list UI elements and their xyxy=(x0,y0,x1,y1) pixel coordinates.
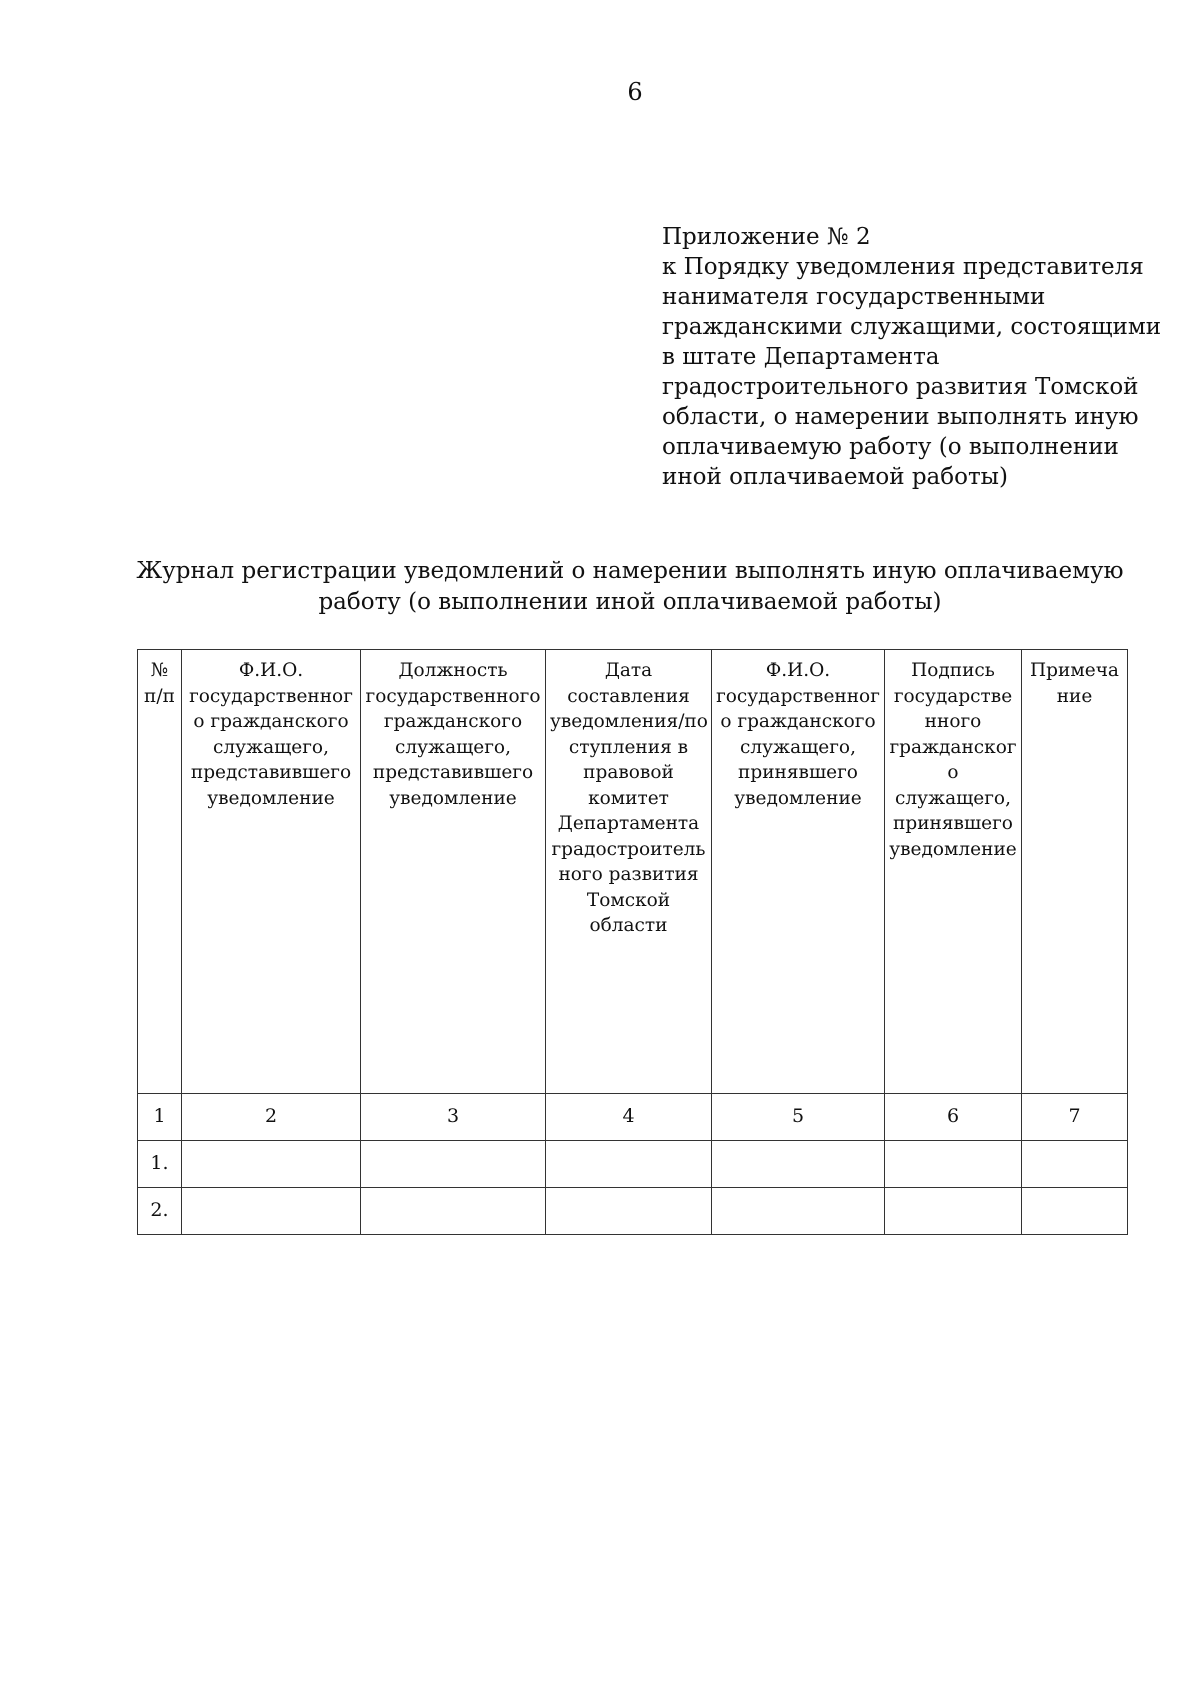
journal-table xyxy=(137,649,1128,1235)
column-header-note xyxy=(1022,650,1128,1094)
appendix-line: оплачиваемую работу (о выполнении xyxy=(662,434,1119,460)
appendix-line: нанимателя государственными xyxy=(662,284,1046,310)
header-line: Ф.И.О. xyxy=(238,660,304,681)
header-line: ние xyxy=(1056,685,1093,707)
journal-title-line: работу (о выполнении иной оплачиваемой работы) xyxy=(318,589,942,615)
column-header-number xyxy=(138,650,182,1094)
header-line: Примеча xyxy=(1030,660,1119,681)
header-line: о xyxy=(947,762,959,783)
column-number: 5 xyxy=(712,1094,885,1141)
header-line: о гражданского xyxy=(193,711,349,732)
header-line: Подпись xyxy=(911,660,995,681)
row-number: 1. xyxy=(138,1141,182,1188)
table-row xyxy=(138,1141,1128,1188)
table-row xyxy=(138,1188,1128,1235)
header-line: государстве xyxy=(893,685,1013,707)
header-line: области xyxy=(589,915,668,936)
header-line: служащего, xyxy=(895,787,1011,809)
table-cell xyxy=(361,1188,546,1235)
column-header-submitter-name xyxy=(182,650,361,1094)
table-cell xyxy=(885,1188,1022,1235)
header-line: о гражданского xyxy=(720,711,876,732)
appendix-line: области, о намерении выполнять иную xyxy=(662,404,1139,430)
table-cell xyxy=(712,1188,885,1235)
journal-title-line: Журнал регистрации уведомлений о намерении выполнять иную оплачиваемую xyxy=(136,558,1124,584)
header-line: служащего, xyxy=(213,736,329,758)
table-cell xyxy=(182,1141,361,1188)
column-header-receiver-signature xyxy=(885,650,1022,1094)
header-line: представившего xyxy=(372,762,534,783)
header-line: составления xyxy=(567,685,690,707)
table-cell xyxy=(546,1141,712,1188)
header-line: правовой xyxy=(583,762,674,783)
column-header-receiver-name xyxy=(712,650,885,1094)
table-cell xyxy=(546,1188,712,1235)
header-line: уведомление xyxy=(889,838,1017,860)
header-line: служащего, xyxy=(395,736,511,758)
column-number: 7 xyxy=(1022,1094,1128,1141)
header-line: уведомление xyxy=(207,787,335,809)
header-line: представившего xyxy=(190,762,352,783)
header-line: принявшего xyxy=(738,762,858,783)
header-line: комитет xyxy=(588,787,669,809)
column-number-row xyxy=(138,1094,1128,1141)
row-number: 2. xyxy=(138,1188,182,1235)
header-line: нного xyxy=(924,711,982,732)
header-line: уведомления/по xyxy=(550,711,708,732)
table-cell xyxy=(1022,1188,1128,1235)
column-number: 6 xyxy=(885,1094,1022,1141)
table-cell xyxy=(712,1141,885,1188)
table-cell xyxy=(885,1141,1022,1188)
header-line: п/п xyxy=(144,685,175,707)
table-cell xyxy=(182,1188,361,1235)
column-header-date xyxy=(546,650,712,1094)
header-line: государственног xyxy=(189,685,353,707)
journal-title xyxy=(120,556,1140,618)
header-line: уведомление xyxy=(734,787,862,809)
header-line: гражданског xyxy=(889,736,1017,758)
column-number: 4 xyxy=(546,1094,712,1141)
header-line: гражданского xyxy=(383,711,523,732)
column-number: 2 xyxy=(182,1094,361,1141)
column-header-submitter-position xyxy=(361,650,546,1094)
page-number: 6 xyxy=(627,78,643,106)
appendix-line: иной оплачиваемой работы) xyxy=(662,464,1008,490)
header-line: государственног xyxy=(716,685,880,707)
appendix-line: к Порядку уведомления представителя xyxy=(662,254,1144,280)
header-line: принявшего xyxy=(893,813,1013,834)
appendix-line: гражданскими служащими, состоящими xyxy=(662,314,1162,340)
header-line: Томской xyxy=(586,889,671,911)
appendix-line: в штате Департамента xyxy=(662,344,940,370)
table-cell xyxy=(361,1141,546,1188)
table-cell xyxy=(1022,1141,1128,1188)
header-line: служащего, xyxy=(740,736,856,758)
appendix-caption xyxy=(662,222,1162,492)
header-row xyxy=(138,650,1128,1094)
header-line: уведомление xyxy=(389,787,517,809)
header-line: градостроитель xyxy=(551,838,706,860)
header-line: Ф.И.О. xyxy=(765,660,831,681)
header-line: ступления в xyxy=(568,736,689,758)
appendix-line: Приложение № 2 xyxy=(662,224,871,250)
appendix-line: градостроительного развития Томской xyxy=(662,374,1139,400)
header-line: Департамента xyxy=(557,813,700,834)
header-line: Дата xyxy=(604,660,653,681)
column-number: 1 xyxy=(138,1094,182,1141)
column-number: 3 xyxy=(361,1094,546,1141)
header-line: Должность xyxy=(398,660,508,681)
header-line: государственного xyxy=(365,685,541,707)
header-line: ного развития xyxy=(558,864,699,885)
header-line: № xyxy=(150,660,169,681)
